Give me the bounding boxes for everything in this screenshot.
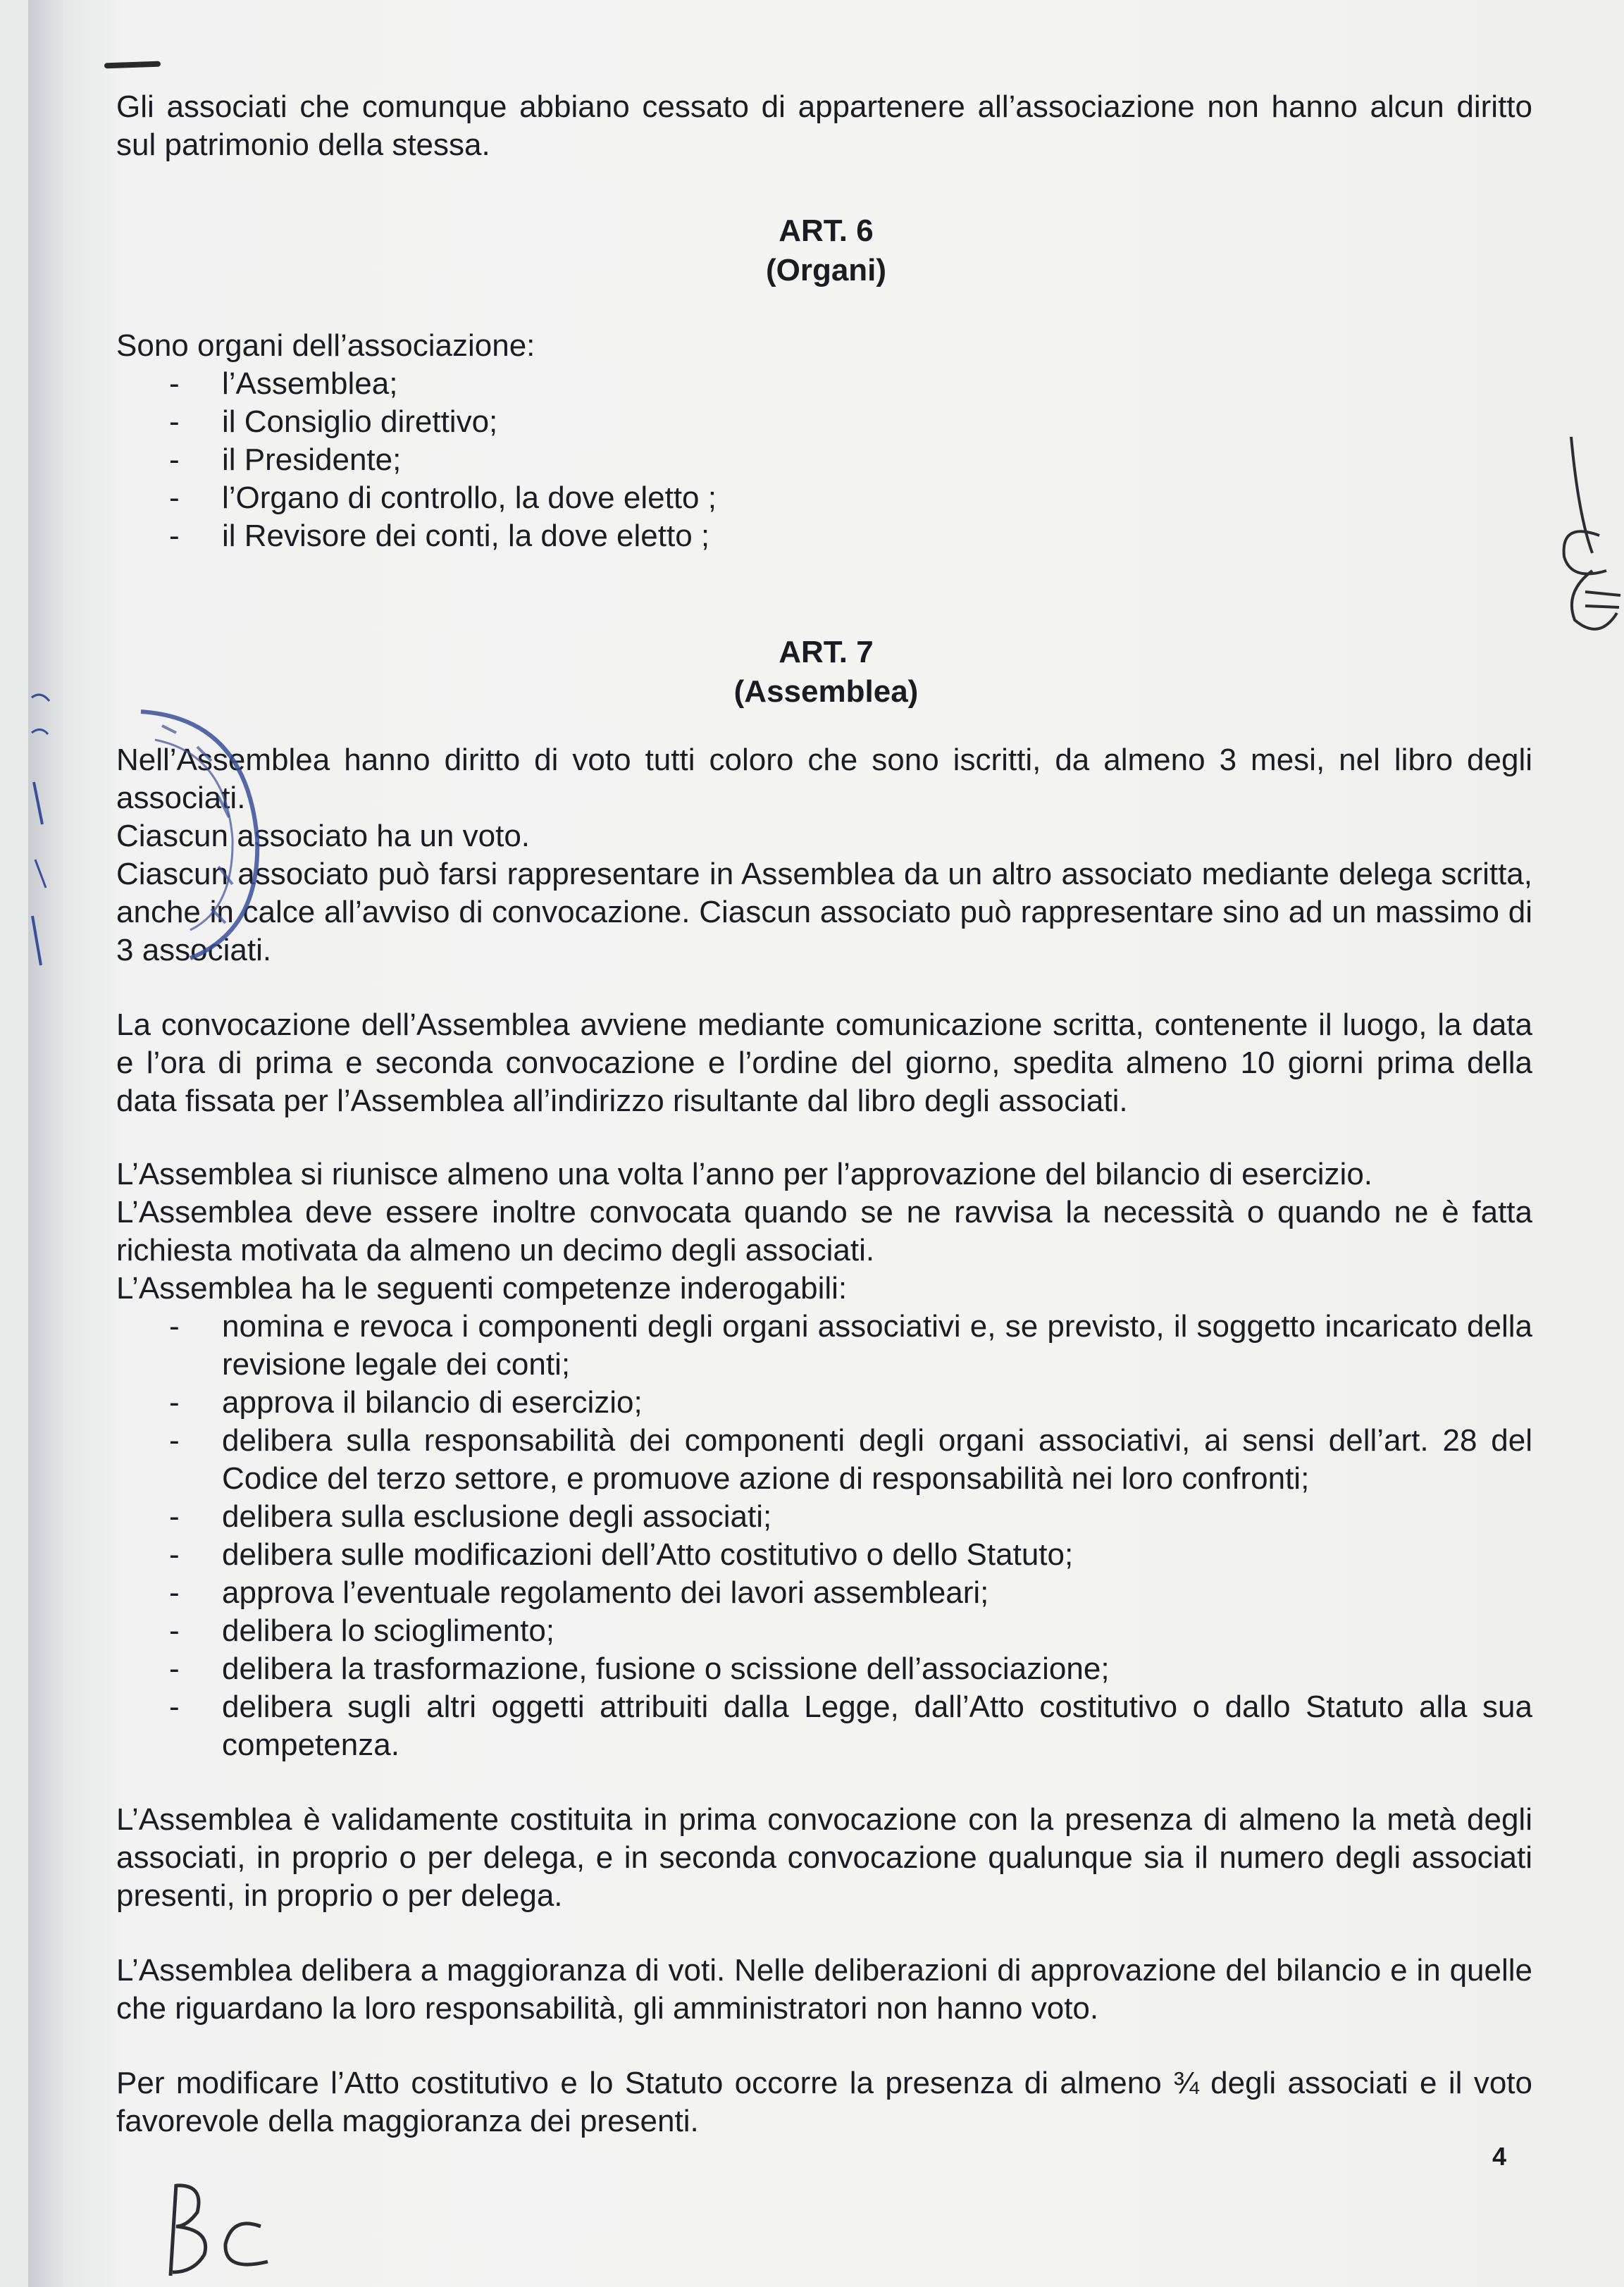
art6-organs-list — [116, 365, 1532, 555]
dash-bullet: - — [169, 1613, 180, 1648]
list-item: - il Presidente; — [116, 441, 1532, 479]
list-item: - il Consiglio direttivo; — [116, 403, 1532, 441]
dash-bullet: - — [169, 1499, 180, 1534]
art7-body — [116, 741, 1532, 2140]
art7-p3-line2: L’Assemblea deve essere inoltre convocata quando se ne ravvisa la necessità o quando ne è fatta richiesta motivata da almeno un decimo degli associati. — [116, 1195, 1532, 1268]
intro-paragraph-block — [116, 88, 1532, 164]
dash-bullet: - — [169, 404, 180, 439]
list-item: - il Revisore dei conti, la dove eletto ; — [116, 517, 1532, 555]
art6-title: (Organi) — [765, 253, 887, 287]
art6-body — [116, 327, 1532, 555]
art7-p2: La convocazione dell’Assemblea avviene mediante comunicazione scritta, contenente il luogo, la data e l’ora di prima e seconda convocazione e l’ordine del giorno, spedita almeno 10 giorni prima della data fissata per l’Assemblea all’indirizzo risultante dal libro degli associati. — [116, 1008, 1532, 1118]
dash-bullet: - — [169, 519, 180, 553]
art7-p6: Per modificare l’Atto costitutivo e lo Statuto occorre la presenza di almeno ¾ degli associati e il voto favorevole della maggioranza dei presenti. — [116, 2066, 1532, 2138]
list-item: - delibera lo scioglimento; — [116, 1612, 1532, 1650]
list-item: - nomina e revoca i componenti degli organi associativi e, se previsto, il soggetto incaricato della revisione legale dei conti; — [169, 1309, 1532, 1382]
dash-bullet: - — [169, 1651, 180, 1686]
dash-bullet: - — [169, 1575, 180, 1610]
dash-bullet: - — [169, 366, 180, 401]
art7-p1-line3: Ciascun associato può farsi rappresentare in Assemblea da un altro associato mediante delega scritta, anche in calce all’avviso di convocazione. Ciascun associato può rappresentare sino ad un massimo di 3 associati. — [116, 857, 1532, 967]
dash-bullet: - — [169, 1537, 180, 1572]
list-item: - delibera sulle modificazioni dell’Atto costitutivo o dello Statuto; — [116, 1536, 1532, 1574]
art7-p3-line1: L’Assemblea si riunisce almeno una volta l’anno per l’approvazione del bilancio di esercizio. — [116, 1157, 1373, 1191]
art6-number: ART. 6 — [779, 213, 874, 248]
list-item: - l’Assemblea; — [116, 365, 1532, 403]
dash-bullet: - — [169, 1385, 180, 1420]
intro-paragraph: Gli associati che comunque abbiano cessato di appartenere all’associazione non hanno alcun diritto sul patrimonio della stessa. — [116, 89, 1532, 162]
art7-p5: L’Assemblea delibera a maggioranza di voti. Nelle deliberazioni di approvazione del bilancio e in quelle che riguardano la loro responsabilità, gli amministratori non hanno voto. — [116, 1953, 1532, 2026]
list-item: - delibera sulla esclusione degli associati; — [116, 1498, 1532, 1536]
association-stamp — [113, 698, 275, 972]
art6-lead: Sono organi dell’associazione: — [116, 328, 535, 363]
page-number: 4 — [1492, 2142, 1507, 2171]
list-item: - approva il bilancio di esercizio; — [116, 1384, 1532, 1422]
list-item: - delibera sugli altri oggetti attribuiti dalla Legge, dall’Atto costitutivo o dallo Statuto alla sua competenza. — [169, 1690, 1532, 1762]
dash-bullet: - — [169, 1423, 180, 1458]
page-edge-shadow — [28, 0, 63, 2287]
list-item: - approva l’eventuale regolamento dei lavori assembleari; — [116, 1574, 1532, 1612]
list-item: - l’Organo di controllo, la dove eletto ; — [116, 479, 1532, 517]
handwritten-initials — [155, 2177, 275, 2283]
art7-p4: L’Assemblea è validamente costituita in prima convocazione con la presenza di almeno la metà degli associati, in proprio o per delega, e in seconda convocazione qualunque sia il numero degli associati presenti, in proprio o per delega. — [116, 1802, 1532, 1913]
art7-p1-line2: Ciascun associato ha un voto. — [116, 819, 531, 853]
art7-p1-line1: Nell’Assemblea hanno diritto di voto tutti coloro che sono iscritti, da almeno 3 mesi, nel libro degli associati. — [116, 743, 1532, 815]
dash-bullet: - — [169, 481, 180, 515]
art7-competenze-list — [116, 1308, 1532, 1764]
margin-signature — [1557, 430, 1624, 655]
margin-stamp-fragment — [28, 676, 56, 972]
list-item: - delibera sulla responsabilità dei componenti degli organi associativi, ai sensi dell’art. 28 del Codice del terzo settore, e promuove azione di responsabilità nei loro confronti; — [169, 1423, 1532, 1496]
art7-title: (Assemblea) — [733, 674, 919, 709]
art7-p3-line3: L’Assemblea ha le seguenti competenze inderogabili: — [116, 1271, 848, 1306]
list-item: - delibera la trasformazione, fusione o scissione dell’associazione; — [116, 1650, 1532, 1688]
document-page — [28, 0, 1624, 2287]
dash-bullet: - — [169, 1690, 180, 1724]
dash-bullet: - — [169, 1309, 180, 1344]
art6-heading — [28, 211, 1624, 290]
pen-dash-mark — [104, 61, 161, 69]
dash-bullet: - — [169, 442, 180, 477]
art7-number: ART. 7 — [779, 635, 874, 669]
